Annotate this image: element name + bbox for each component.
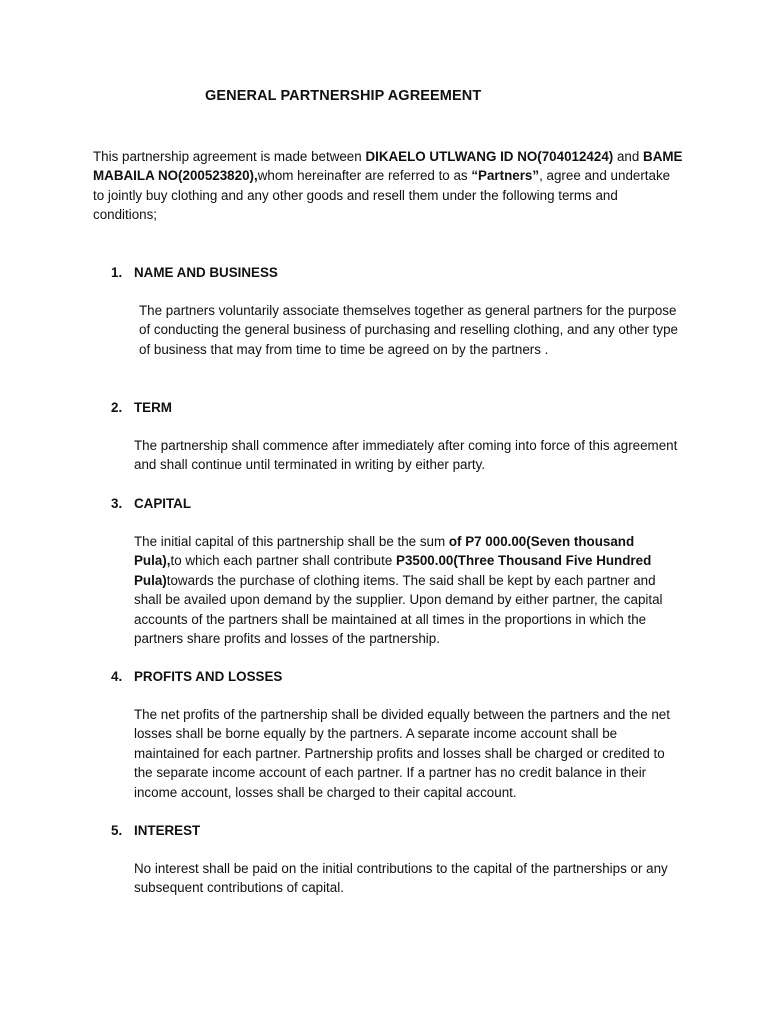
partners-term: “Partners” (471, 168, 540, 184)
partner-one-name: DIKAELO UTLWANG ID NO(704012424) (365, 149, 614, 164)
section-number: 1. (111, 265, 123, 280)
section-heading-label: PROFITS AND LOSSES (134, 669, 283, 684)
capital-contribution-amount: P3500.00(Three Thousand Five Hundred Pula) (134, 553, 652, 588)
capital-text: The initial capital of this partnership shall be the sum (134, 534, 449, 549)
section-number: 3. (111, 496, 123, 511)
section-body-name-and-business: The partners voluntarily associate themselves together as general partners for the purpose of conducting the general business of purchasing and reselling clothing, and any other type of business that may from time to time be agreed on by the partners . (139, 303, 678, 357)
capital-text: towards the purchase of clothing items. The said shall be kept by each partner and shall be availed upon demand by the supplier. Upon demand by either partner, the capital accounts of the partners shall be maintained at all times in the proportions in which the partners share profits and losses of the partnership. (134, 572, 663, 647)
section-heading-name-and-business (111, 263, 278, 282)
intro-text: and (613, 149, 644, 164)
section-heading-label: NAME AND BUSINESS (134, 265, 278, 280)
intro-text: whom hereinafter are referred to as (257, 168, 472, 184)
document-title: GENERAL PARTNERSHIP AGREEMENT (205, 88, 482, 104)
section-body-profits-and-losses: The net profits of the partnership shall be divided equally between the partners and the net losses shall be borne equally by the partners. A separate income account shall be maintained for each partner. Partnership profits and losses shall be charged or credited to the separate income account of each partner. If a partner has no credit balance in their income account, losses shall be charged to their capital account. (134, 707, 670, 800)
section-heading-capital (111, 494, 191, 513)
section-heading-profits-and-losses (111, 667, 282, 686)
section-number: 5. (111, 823, 123, 838)
partner-two-name: BAME MABAILA NO(200523820), (93, 149, 683, 184)
section-heading-term (111, 398, 172, 417)
section-body-interest: No interest shall be paid on the initial contributions to the capital of the partnerships or any subsequent contributions of capital. (134, 861, 668, 896)
section-number: 4. (111, 669, 123, 684)
section-heading-interest (111, 821, 200, 840)
section-heading-label: INTEREST (134, 823, 201, 838)
section-heading-label: CAPITAL (134, 496, 192, 511)
capital-total-amount: of P7 000.00(Seven thousand Pula), (134, 534, 635, 569)
intro-paragraph (93, 147, 683, 225)
section-number: 2. (111, 400, 123, 415)
section-body-term: The partnership shall commence after immediately after coming into force of this agreement and shall continue until terminated in writing by either party. (134, 438, 678, 473)
intro-text: , agree and undertake to jointly buy clothing and any other goods and resell them under the following terms and conditions; (93, 168, 671, 223)
section-heading-label: TERM (134, 400, 172, 415)
capital-text: to which each partner shall contribute (170, 553, 397, 569)
intro-text: This partnership agreement is made between (93, 149, 366, 164)
section-body-capital (134, 532, 684, 648)
